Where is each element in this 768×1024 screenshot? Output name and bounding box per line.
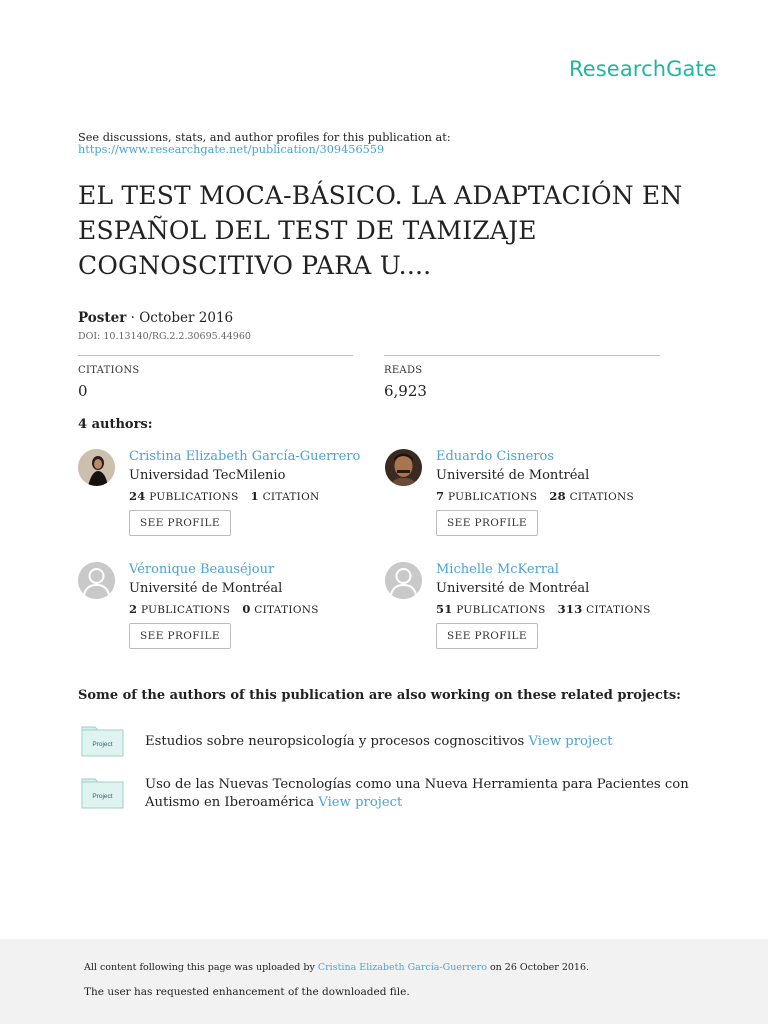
author-card — [78, 562, 378, 662]
citations-divider — [78, 355, 353, 356]
publications-label: PUBLICATIONS — [447, 491, 538, 503]
upload-suffix: on 26 October 2016. — [489, 962, 590, 973]
author-affiliation: Université de Montréal — [436, 581, 590, 596]
project-icon-label: Project — [92, 741, 113, 748]
see-profile-button[interactable]: SEE PROFILE — [436, 623, 538, 649]
author-name-link[interactable]: Cristina Elizabeth García-Guerrero — [129, 449, 361, 464]
citations-count: 313 — [557, 602, 583, 616]
citations-count: 0 — [242, 602, 251, 616]
publications-count: 7 — [436, 489, 445, 503]
view-project-link[interactable]: View project — [318, 795, 403, 810]
author-name-link[interactable]: Véronique Beauséjour — [129, 562, 275, 577]
researchgate-logo[interactable]: ResearchGate — [569, 57, 717, 81]
project-item — [145, 776, 690, 812]
citations-label: CITATIONS — [254, 604, 319, 616]
author-name-link[interactable]: Eduardo Cisneros — [436, 449, 554, 464]
authors-heading: 4 authors: — [78, 417, 153, 432]
author-card — [385, 449, 685, 549]
publications-label: PUBLICATIONS — [149, 491, 239, 503]
project-item — [145, 733, 690, 751]
author-affiliation: Université de Montréal — [436, 468, 590, 483]
project-title: Estudios sobre neuropsicología y procesos cognoscitivos — [145, 734, 525, 749]
author-card — [78, 449, 378, 549]
publication-type: Poster — [78, 310, 127, 326]
author-stats — [436, 489, 634, 503]
photo-female-icon[interactable] — [78, 449, 115, 486]
publication-meta — [78, 310, 233, 326]
publications-count: 24 — [129, 489, 146, 503]
publication-title: EL TEST MOCA-BÁSICO. LA ADAPTACIÓN EN ESPAÑOL DEL TEST DE TAMIZAJE COGNOSCITIVO PARA U.... — [78, 181, 683, 280]
project-folder-icon — [81, 724, 124, 757]
publication-doi: DOI: 10.13140/RG.2.2.30695.44960 — [78, 331, 251, 342]
view-project-link[interactable]: View project — [528, 734, 613, 749]
author-stats — [436, 602, 651, 616]
default-user-icon[interactable] — [78, 562, 115, 599]
project-title: Uso de las Nuevas Tecnologías como una Nueva Herramienta para Pacientes con Autismo en Iberoamérica — [145, 777, 689, 810]
author-name-link[interactable]: Michelle McKerral — [436, 562, 559, 577]
uploader-link[interactable]: Cristina Elizabeth García-Guerrero — [317, 962, 487, 973]
publications-label: PUBLICATIONS — [456, 604, 546, 616]
meta-separator: · — [126, 310, 140, 326]
default-user-icon[interactable] — [385, 562, 422, 599]
citations-count: 1 — [250, 489, 259, 503]
citations-count: 28 — [549, 489, 566, 503]
see-discussions-text: See discussions, stats, and author profiles for this publication at: — [78, 131, 451, 144]
publication-date: October 2016 — [139, 310, 234, 326]
author-stats — [129, 602, 319, 616]
publication-url-link[interactable]: https://www.researchgate.net/publication/309456559 — [78, 143, 385, 156]
upload-notice — [84, 962, 589, 973]
author-affiliation: Université de Montréal — [129, 581, 283, 596]
citations-label: CITATIONS — [569, 491, 635, 503]
related-projects-heading: Some of the authors of this publication are also working on these related projects: — [78, 688, 681, 703]
publications-count: 51 — [436, 602, 453, 616]
publications-count: 2 — [129, 602, 138, 616]
citations-value: 0 — [78, 382, 88, 400]
project-icon-label: Project — [92, 793, 113, 800]
photo-male-icon[interactable] — [385, 449, 422, 486]
author-affiliation: Universidad TecMilenio — [129, 468, 286, 483]
see-profile-button[interactable]: SEE PROFILE — [129, 510, 231, 536]
upload-prefix: All content following this page was uploaded by — [84, 962, 315, 973]
see-profile-button[interactable]: SEE PROFILE — [129, 623, 231, 649]
author-stats — [129, 489, 320, 503]
citations-label: CITATION — [262, 491, 320, 503]
footer-bar — [0, 939, 768, 1024]
project-folder-icon — [81, 776, 124, 809]
reads-value: 6,923 — [384, 382, 427, 400]
reads-divider — [384, 355, 660, 356]
see-profile-button[interactable]: SEE PROFILE — [436, 510, 538, 536]
author-card — [385, 562, 685, 662]
publications-label: PUBLICATIONS — [140, 604, 231, 616]
reads-label: READS — [384, 365, 423, 376]
citations-label: CITATIONS — [78, 365, 140, 376]
citations-label: CITATIONS — [586, 604, 651, 616]
enhancement-notice: The user has requested enhancement of the downloaded file. — [84, 986, 410, 998]
